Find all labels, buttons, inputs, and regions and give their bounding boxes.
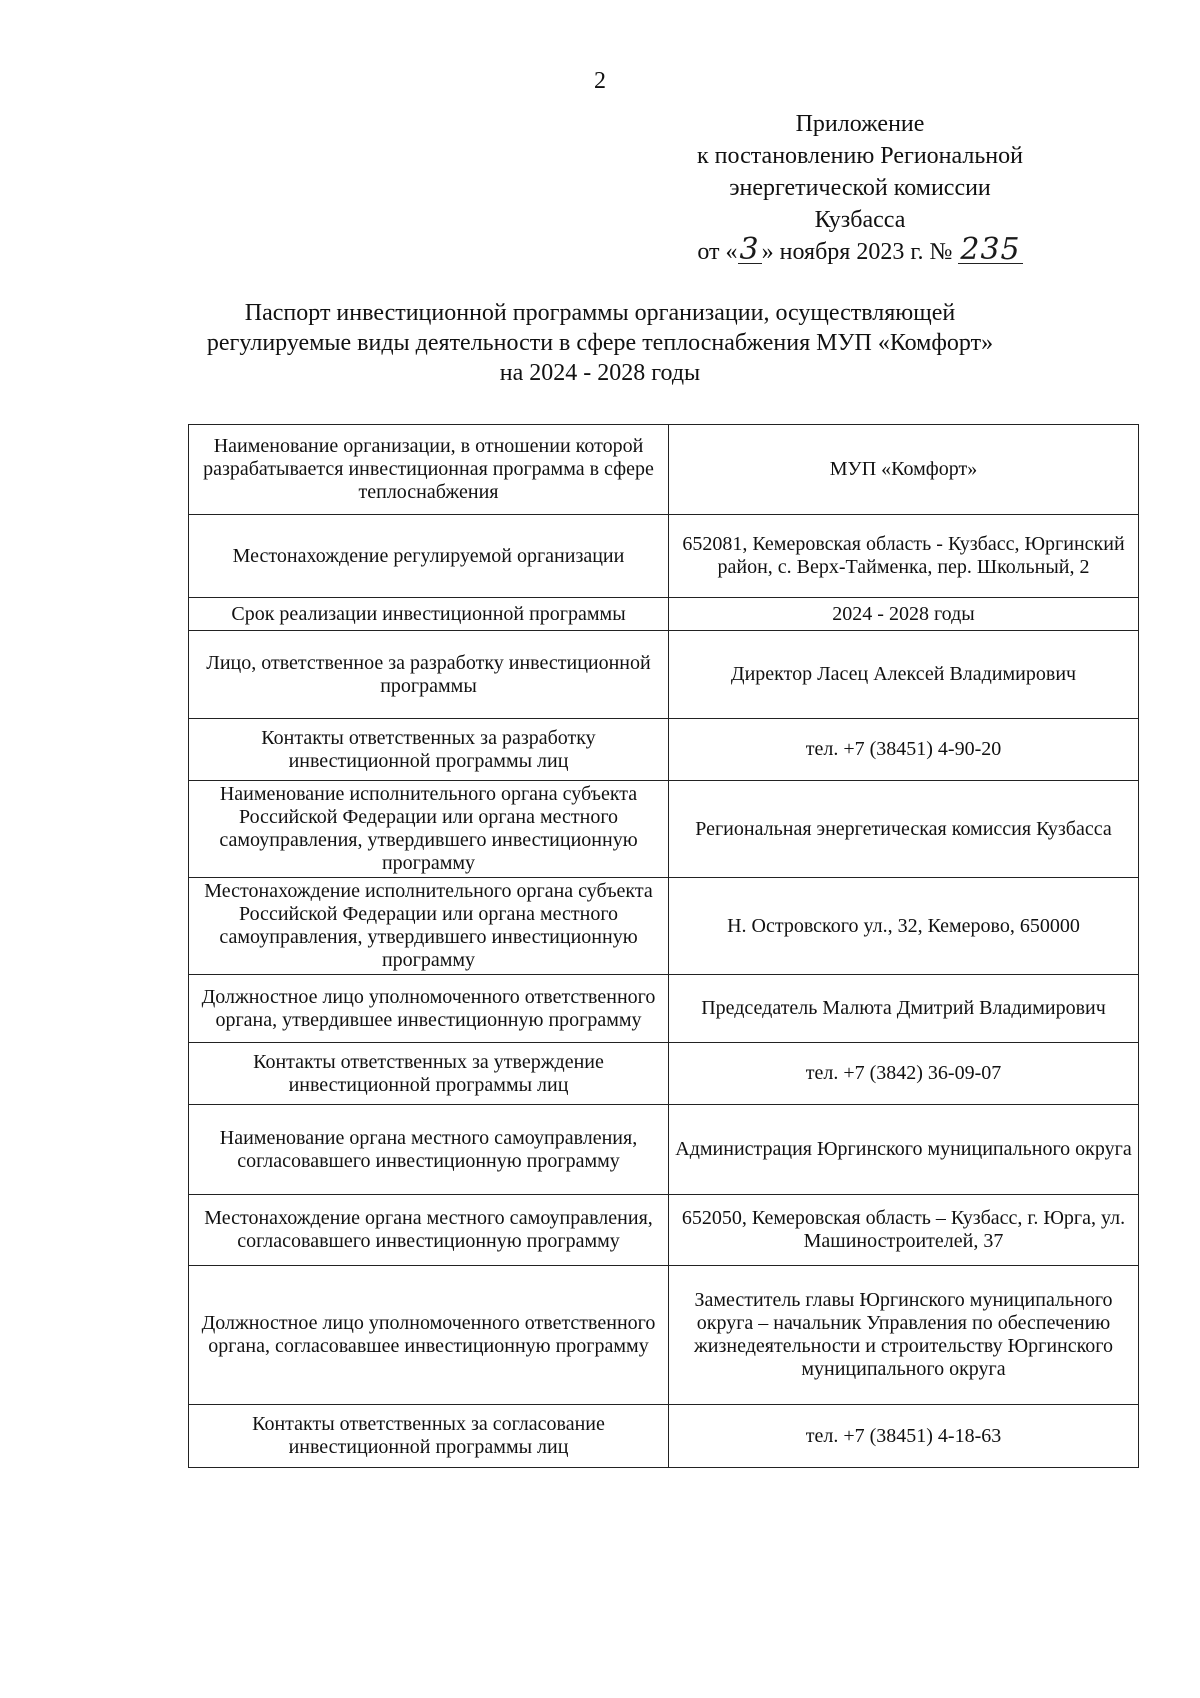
- row-value: Администрация Юргинского муниципального округа: [669, 1105, 1139, 1195]
- date-suffix: » ноября 2023 г. №: [761, 239, 953, 265]
- appendix-line-4: Кузбасса: [814, 207, 906, 233]
- row-value: Директор Ласец Алексей Владимирович: [669, 631, 1139, 719]
- row-label: Должностное лицо уполномоченного ответственного органа, утвердившее инвестиционную программу: [189, 975, 669, 1043]
- row-value: 652081, Кемеровская область - Кузбасс, Юргинский район, с. Верх-Тайменка, пер. Школьный, 2: [669, 515, 1139, 598]
- table-row: [189, 598, 1139, 631]
- table-row: [189, 719, 1139, 781]
- appendix-date-line: [660, 232, 1060, 268]
- table-row: [189, 1043, 1139, 1105]
- table-row: [189, 781, 1139, 878]
- date-prefix: от «: [697, 239, 738, 265]
- row-value: Региональная энергетическая комиссия Кузбасса: [669, 781, 1139, 878]
- row-label: Контакты ответственных за разработку инвестиционной программы лиц: [189, 719, 669, 781]
- row-value: 2024 - 2028 годы: [669, 598, 1139, 631]
- title-line-1: Паспорт инвестиционной программы организации, осуществляющей: [244, 300, 956, 326]
- row-label: Контакты ответственных за утверждение инвестиционной программы лиц: [189, 1043, 669, 1105]
- row-label: Контакты ответственных за согласование инвестиционной программы лиц: [189, 1405, 669, 1468]
- table-row: [189, 425, 1139, 515]
- table-row: [189, 631, 1139, 719]
- row-value: Н. Островского ул., 32, Кемерово, 650000: [669, 878, 1139, 975]
- row-label: Наименование исполнительного органа субъекта Российской Федерации или органа местного самоуправления, утвердившего инвестиционную программу: [189, 781, 669, 878]
- passport-table: [188, 424, 1139, 1468]
- table-row: [189, 1405, 1139, 1468]
- row-value: 652050, Кемеровская область – Кузбасс, г. Юрга, ул. Машиностроителей, 37: [669, 1195, 1139, 1266]
- row-value: тел. +7 (38451) 4-18-63: [669, 1405, 1139, 1468]
- row-label: Наименование организации, в отношении которой разрабатывается инвестиционная программа в сфере теплоснабжения: [189, 425, 669, 515]
- appendix-line-1: Приложение: [795, 111, 925, 137]
- row-label: Местонахождение органа местного самоуправления, согласовавшего инвестиционную программу: [189, 1195, 669, 1266]
- row-label: Местонахождение регулируемой организации: [189, 515, 669, 598]
- row-label: Лицо, ответственное за разработку инвестиционной программы: [189, 631, 669, 719]
- row-value: Председатель Малюта Дмитрий Владимирович: [669, 975, 1139, 1043]
- appendix-line-3: энергетической комиссии: [729, 175, 991, 201]
- row-value: МУП «Комфорт»: [669, 425, 1139, 515]
- table-row: [189, 878, 1139, 975]
- document-title: [100, 298, 1100, 388]
- table-row: [189, 515, 1139, 598]
- row-value: тел. +7 (38451) 4-90-20: [669, 719, 1139, 781]
- table-row: [189, 975, 1139, 1043]
- title-line-2: регулируемые виды деятельности в сфере теплоснабжения МУП «Комфорт»: [206, 330, 994, 356]
- appendix-line-2: к постановлению Региональной: [697, 143, 1023, 169]
- appendix-header: [660, 108, 1060, 268]
- title-line-3: на 2024 - 2028 годы: [499, 360, 701, 386]
- date-day-handwritten: 3: [739, 232, 760, 267]
- row-label: Наименование органа местного самоуправления, согласовавшего инвестиционную программу: [189, 1105, 669, 1195]
- page-number: 2: [594, 68, 606, 94]
- row-label: Должностное лицо уполномоченного ответственного органа, согласовавшее инвестиционную программу: [189, 1266, 669, 1405]
- table-row: [189, 1195, 1139, 1266]
- table-row: [189, 1105, 1139, 1195]
- row-label: Местонахождение исполнительного органа субъекта Российской Федерации или органа местного самоуправления, утвердившего инвестиционную программу: [189, 878, 669, 975]
- decree-number-handwritten: 235: [960, 232, 1021, 267]
- table-row: [189, 1266, 1139, 1405]
- row-value: тел. +7 (3842) 36-09-07: [669, 1043, 1139, 1105]
- row-label: Срок реализации инвестиционной программы: [189, 598, 669, 631]
- row-value: Заместитель главы Юргинского муниципального округа – начальник Управления по обеспечению жизнедеятельности и строительству Юргинского муниципального округа: [669, 1266, 1139, 1405]
